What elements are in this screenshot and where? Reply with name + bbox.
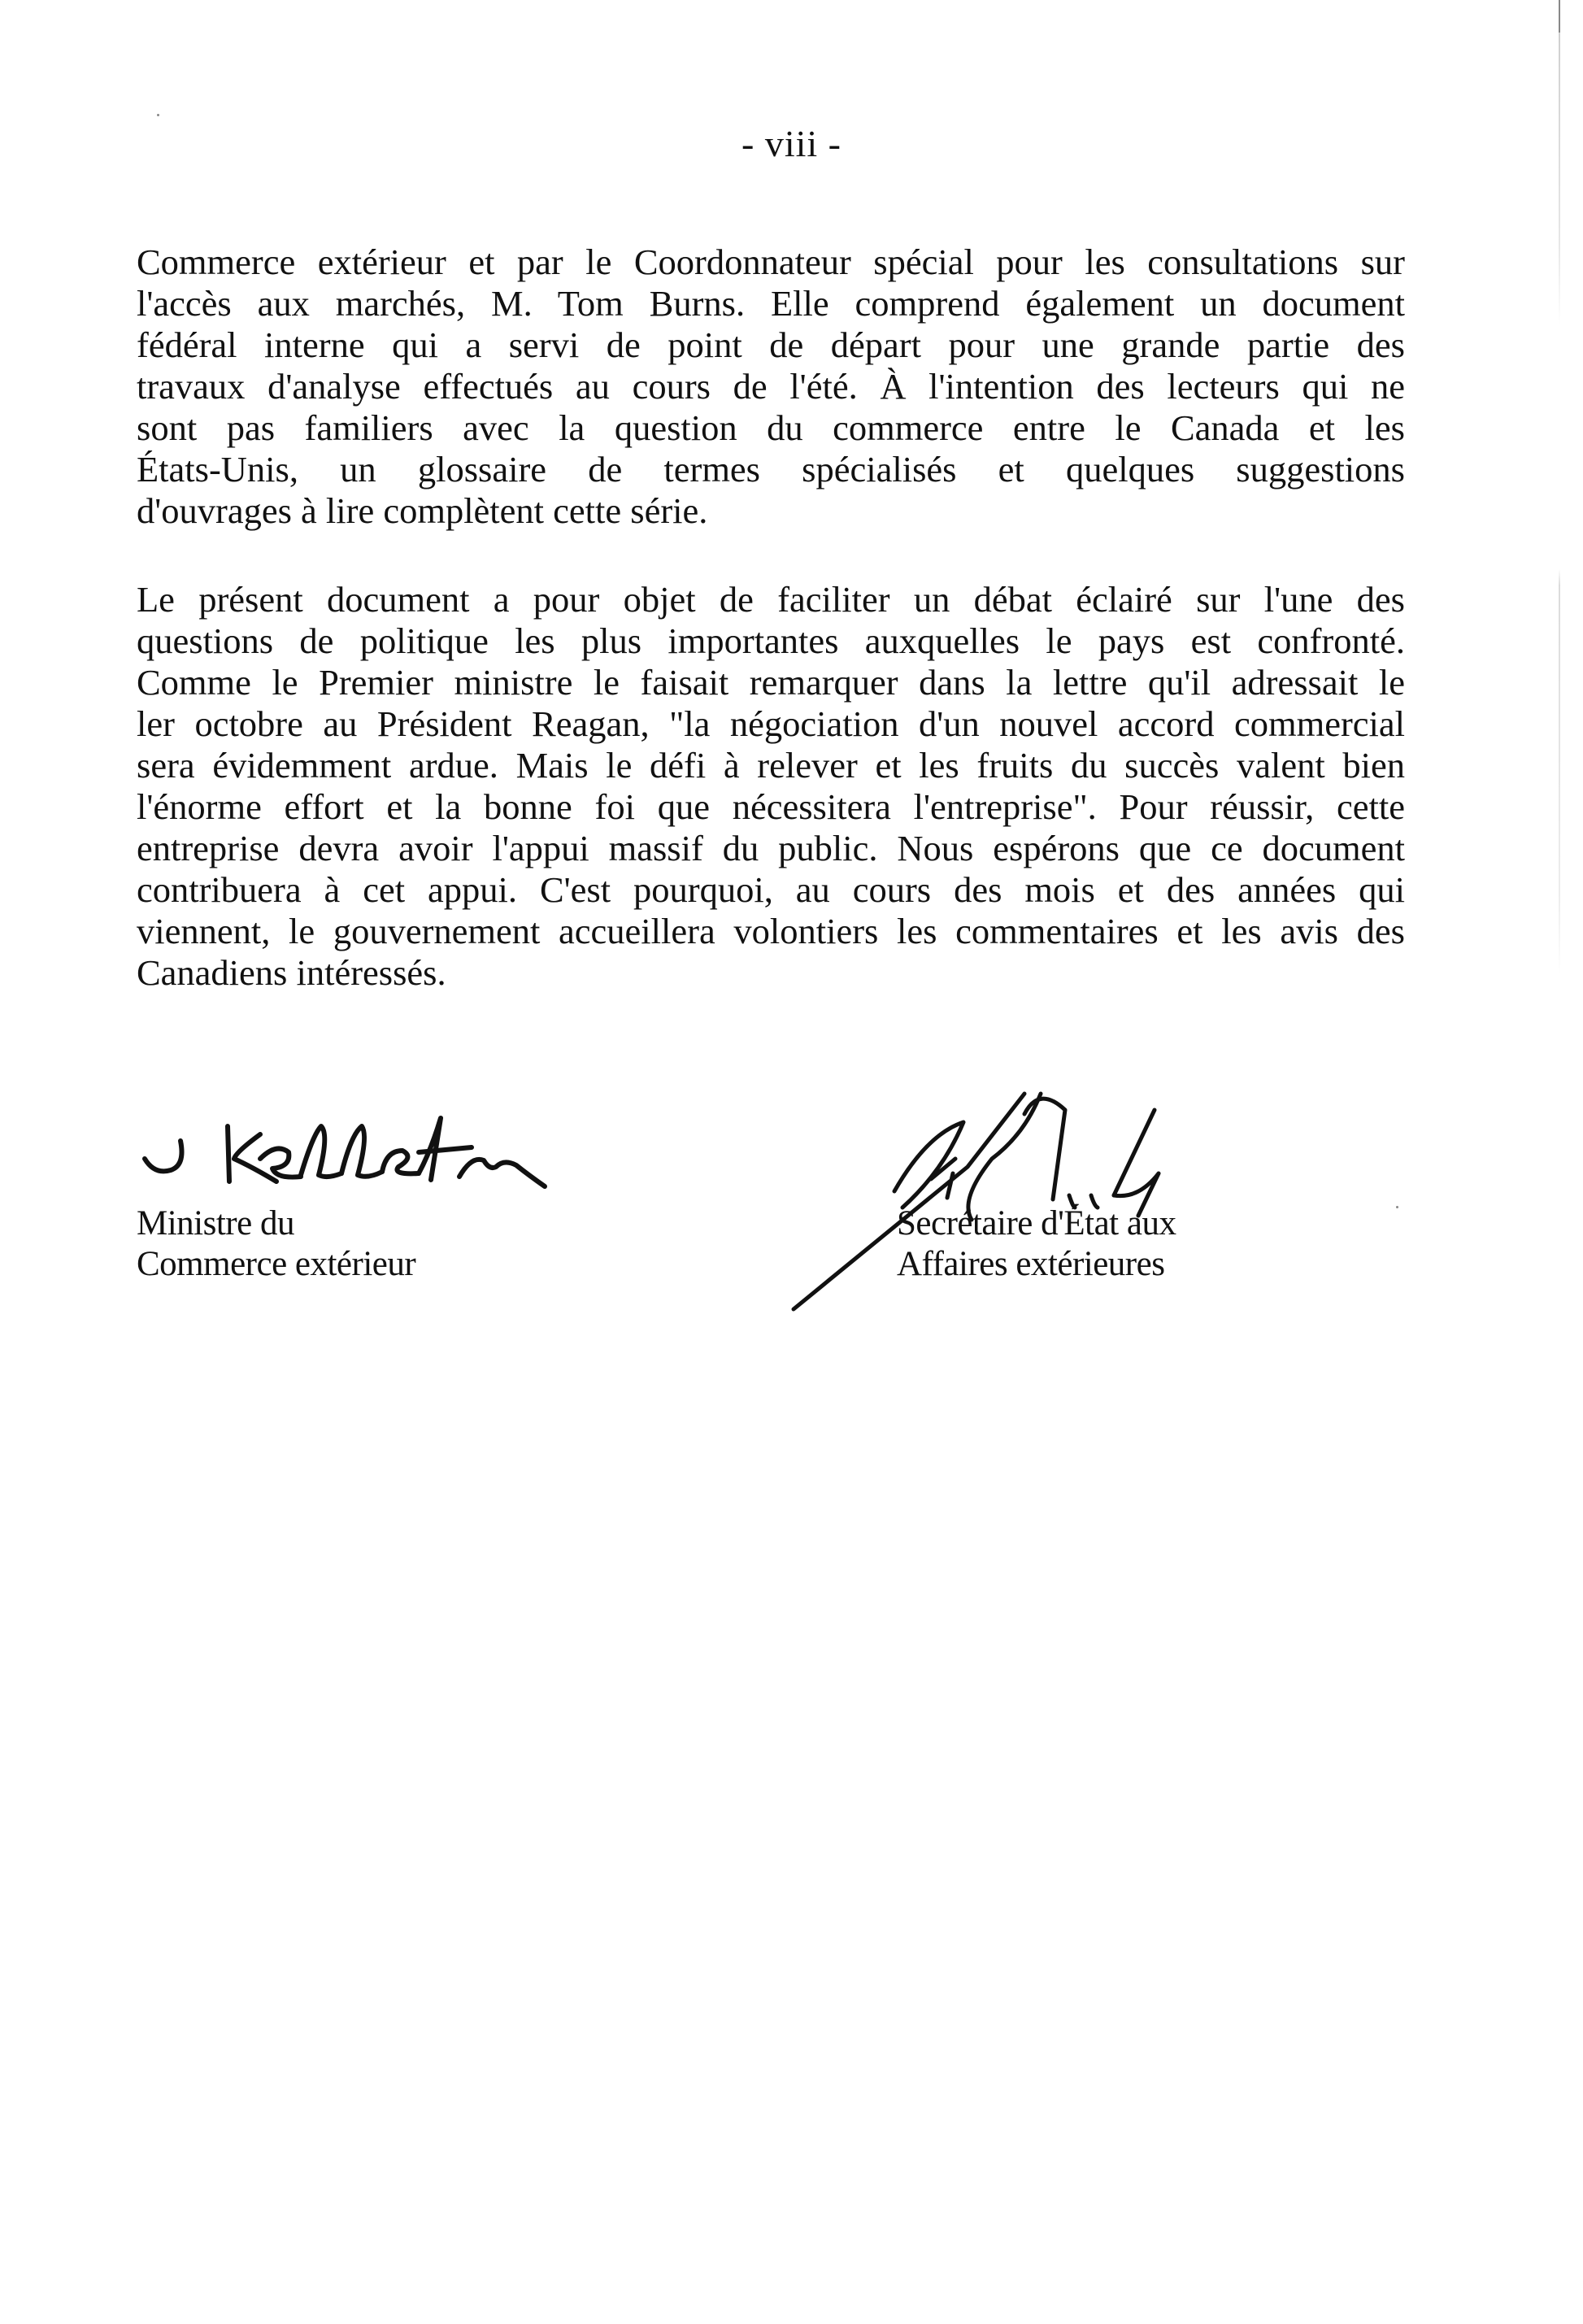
paragraph-line: États-Unis, un glossaire de termes spécialisés et quelques suggestions <box>137 449 1405 490</box>
scan-edge-artifact <box>1559 0 1560 2324</box>
scan-speck <box>157 114 159 116</box>
paragraph-line: Comme le Premier ministre le faisait remarquer dans la lettre qu'il adressait le <box>137 662 1405 703</box>
paragraph-line: ler octobre au Président Reagan, "la négociation d'un nouvel accord commercial <box>137 703 1405 744</box>
paragraph-line: l'accès aux marchés, M. Tom Burns. Elle comprend également un document <box>137 283 1405 324</box>
paragraph-line: sont pas familiers avec la question du commerce entre le Canada et les <box>137 407 1405 448</box>
signature-caption-left <box>137 1203 415 1285</box>
caption-line: Ministre du <box>137 1204 294 1243</box>
page-number: - viii - <box>741 123 842 164</box>
paragraph-line: entreprise devra avoir l'appui massif du public. Nous espérons que ce document <box>137 828 1405 868</box>
paragraph-line: d'ouvrages à lire complètent cette série. <box>137 490 708 531</box>
paragraph-1 <box>137 242 1405 532</box>
scan-speck <box>1396 1206 1398 1208</box>
paragraph-line: viennent, le gouvernement accueillera volontiers les commentaires et les avis des <box>137 911 1405 951</box>
paragraph-line: fédéral interne qui a servi de point de départ pour une grande partie des <box>137 324 1405 365</box>
paragraph-line: travaux d'analyse effectués au cours de l'été. À l'intention des lecteurs qui ne <box>137 366 1405 407</box>
signature-caption-right <box>897 1203 1176 1285</box>
paragraph-line: Commerce extérieur et par le Coordonnateur spécial pour les consultations sur <box>137 242 1405 282</box>
paragraph-line: sera évidemment ardue. Mais le défi à relever et les fruits du succès valent bien <box>137 745 1405 786</box>
paragraph-line: Canadiens intéressés. <box>137 952 446 993</box>
paragraph-line: questions de politique les plus importantes auxquelles le pays est confronté. <box>137 620 1405 661</box>
signature-left <box>138 1102 626 1199</box>
paragraph-line: Le présent document a pour objet de faciliter un débat éclairé sur l'une des <box>137 579 1405 620</box>
caption-line: Secrétaire d'État aux <box>897 1204 1176 1243</box>
paragraph-2 <box>137 579 1405 994</box>
caption-line: Affaires extérieures <box>897 1245 1165 1283</box>
paragraph-line: contribuera à cet appui. C'est pourquoi, au cours des mois et des années qui <box>137 869 1405 910</box>
caption-line: Commerce extérieur <box>137 1245 416 1283</box>
paragraph-line: l'énorme effort et la bonne foi que nécessitera l'entreprise". Pour réussir, cette <box>137 786 1405 827</box>
